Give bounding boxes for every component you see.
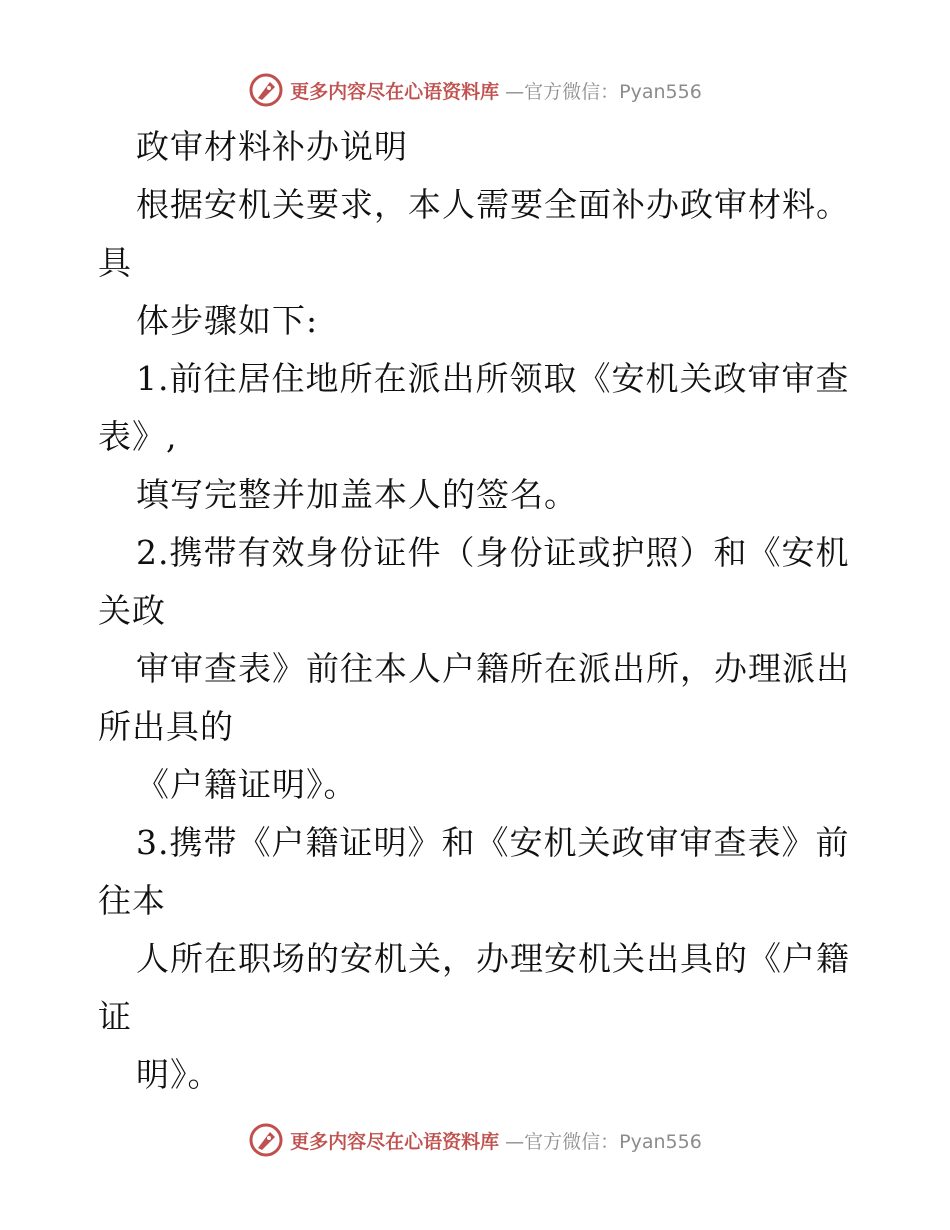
- watermark-text: 更多内容尽在心语资料库: [290, 80, 500, 103]
- watermark-wechat: —官方微信：Pyan556: [505, 1130, 702, 1153]
- document-line: 明》。: [136, 1055, 222, 1094]
- document-line: 填写完整并加盖本人的签名。: [136, 475, 578, 514]
- document-line: 表》,: [98, 417, 178, 456]
- document-line: 关政: [98, 591, 166, 630]
- header-watermark: [0, 68, 950, 112]
- watermark-wechat: —官方微信：Pyan556: [505, 80, 702, 103]
- document-line: 往本: [98, 881, 166, 920]
- document-line: 体步骤如下:: [136, 301, 319, 340]
- document-line: 2.携带有效身份证件（身份证或护照）和《安机: [136, 533, 850, 572]
- document-line: 所出具的: [98, 707, 234, 746]
- document-line: 具: [98, 243, 132, 282]
- document-line: 1.前往居住地所在派出所领取《安机关政审审查: [136, 359, 850, 398]
- watermark-text: 更多内容尽在心语资料库: [290, 1130, 500, 1153]
- document-line: 《户籍证明》。: [136, 765, 358, 804]
- document-line: 人所在职场的安机关，办理安机关出具的《户籍: [136, 939, 850, 978]
- document-body: [98, 118, 858, 1104]
- footer-watermark: [0, 1118, 950, 1162]
- document-line: 证: [98, 997, 132, 1036]
- document-title: 政审材料补办说明: [136, 127, 408, 166]
- pen-nib-icon: [248, 72, 284, 108]
- pen-nib-icon: [248, 1122, 284, 1158]
- document-line: 3.携带《户籍证明》和《安机关政审审查表》前: [136, 823, 850, 862]
- document-line: 审审查表》前往本人户籍所在派出所，办理派出: [136, 649, 850, 688]
- document-line: 根据安机关要求，本人需要全面补办政审材料。: [136, 185, 850, 224]
